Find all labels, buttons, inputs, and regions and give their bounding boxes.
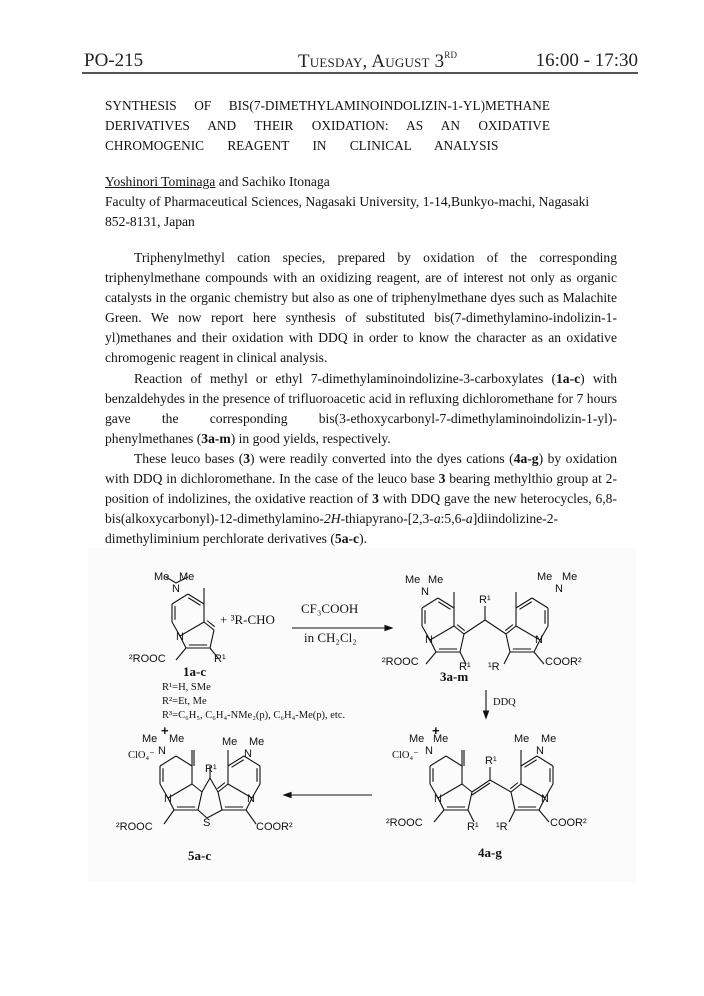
bond (506, 626, 516, 634)
r1-label: R¹ (214, 653, 226, 665)
arrow-2-reagent: DDQ (493, 697, 516, 708)
n-label: N (176, 631, 184, 643)
bond (246, 810, 256, 824)
compound-3-label: 3a-m (440, 669, 469, 684)
bond (511, 784, 521, 792)
bond (164, 810, 174, 824)
ester-left: ²ROOC (386, 817, 423, 829)
italic-run: a (465, 511, 473, 527)
compound-5-label: 5a-c (188, 848, 212, 863)
s-label: S (203, 817, 211, 829)
paragraph-2 (105, 369, 617, 449)
me-label: Me (541, 733, 557, 745)
session-time: 16:00 - 17:30 (535, 50, 638, 71)
bond (462, 784, 472, 792)
bond (520, 602, 532, 610)
abstract-body (105, 248, 617, 549)
n-label: N (421, 586, 429, 598)
bond (430, 756, 446, 766)
affiliation: Faculty of Pharmaceutical Sciences, Nagasaki University, 1-14,Bunkyo-machi, Nagasaki 852-8131, Japan (105, 194, 590, 229)
n-label: N (425, 634, 433, 646)
ester-left: ²ROOC (116, 821, 153, 833)
definition-r3: R³=C₆H₅, C₆H₄-NMe₂(p), C₆H₄-Me(p), etc. (162, 710, 346, 721)
counterion: ClO₄⁻ (128, 750, 155, 761)
scheme-svg (88, 548, 636, 882)
bond (525, 760, 537, 768)
bond (172, 594, 188, 604)
compound-1-label: 1a-c (183, 664, 207, 679)
paragraph-3 (105, 449, 617, 549)
n-label: N (244, 748, 252, 760)
aldehyde-reagent: + ³R-CHO (220, 612, 275, 627)
bond (539, 810, 549, 822)
me-label: Me (222, 736, 238, 748)
r1-label: ¹R (496, 821, 508, 833)
ester-left: ²ROOC (382, 656, 419, 668)
bond (202, 778, 210, 792)
coauthor: Sachiko Itonaga (241, 174, 330, 189)
n-label: N (172, 583, 180, 595)
text-run: ) in good yields, respectively. (230, 430, 391, 446)
bond (426, 652, 436, 664)
bond (534, 652, 544, 664)
plus-charge: + (161, 723, 169, 738)
text-run: with DDQ gave the new heterocycles, 6,8-bis(alkoxycarbonyl)-12-dimethylamino- (105, 491, 618, 527)
r1-label: R¹ (485, 755, 497, 767)
bond (506, 634, 510, 652)
title-line: DERIVATIVES AND THEIR OXIDATION: AS AN OXIDATIVE (105, 118, 550, 133)
bond (472, 783, 490, 795)
author-block (105, 172, 617, 232)
me-label: Me (514, 733, 530, 745)
me-label: Me (179, 571, 195, 583)
title-line: SYNTHESIS OF BIS(7-DIMETHYLAMINOINDOLIZIN-1-YL)METHANE (105, 98, 550, 113)
bond (490, 780, 511, 792)
paper-title (105, 96, 550, 156)
definition-r2: R²=Et, Me (162, 696, 207, 707)
compound-ref: 3 (243, 450, 251, 466)
r1-label: R¹ (479, 594, 491, 606)
bond (504, 652, 510, 664)
r1-label: R¹ (467, 821, 479, 833)
reaction-arrow-3-head (284, 793, 291, 798)
compound-ref: 1a-c (555, 370, 581, 386)
compound-ref: 3 (438, 471, 446, 487)
reaction-arrow-2-head (484, 711, 489, 718)
bond (434, 810, 444, 822)
bond (537, 756, 553, 766)
definition-r1: R¹=H, SMe (162, 682, 211, 693)
bond (532, 598, 548, 608)
bond (210, 630, 214, 648)
bond (446, 756, 462, 766)
n-label: N (425, 745, 433, 757)
bond (509, 810, 515, 822)
text-run: bearing methylthio group at 2-position of indolizines, the oxidative reaction of (105, 471, 617, 507)
me-label: Me (433, 733, 449, 745)
bond (454, 626, 464, 634)
author-names (105, 172, 617, 192)
bond (176, 648, 186, 660)
compound-ref: 3a-m (201, 430, 231, 446)
paragraph-1: Triphenylmethyl cation species, prepared by oxidation of the corresponding triphenylmethane compounds with an oxidizing reagent, are of interest not only as organic catalysts in the organic chemistry but also as one of triphenylmethane dyes such as Malachite Green. We now report here synthesis of substituted bis(7-dimethylamino-indolizin-1-yl)methanes and their oxidation with DDQ in order to know the character as an oxidative chromogenic reagent in clinical analysis. (105, 250, 617, 366)
compound-ref: 4a-g (513, 450, 539, 466)
n-label: N (536, 745, 544, 757)
text-run: ) with benzaldehydes in the presence of trifluoroacetic acid in refluxing dichloromethane for 7 hours gave the corresponding bis(3-ethoxycarbonyl-7-dimethylaminoindolizin-1-yl)-phenylmethanes ( (105, 370, 618, 446)
me-label: Me (154, 571, 170, 583)
r1-label: R¹ (205, 763, 217, 775)
bond (188, 598, 200, 606)
reaction-arrow-1-head (385, 626, 392, 631)
bond (472, 780, 490, 792)
n-label: N (555, 583, 563, 595)
author-conjunction: and (215, 174, 242, 189)
ester-right: COOR² (545, 656, 582, 668)
arrow-1-solvent: in CH₂Cl₂ (304, 630, 357, 645)
bond (468, 792, 472, 810)
r1-label: ¹R (488, 661, 500, 673)
italic-run: a (433, 511, 441, 527)
me-label: Me (409, 733, 425, 745)
me-label: Me (405, 574, 421, 586)
plus-charge: + (432, 723, 440, 738)
italic-run: 2H (323, 511, 341, 527)
me-label: Me (562, 571, 578, 583)
bond (192, 784, 202, 792)
me-label: Me (428, 574, 444, 586)
text-run: ). (359, 531, 367, 547)
bond (485, 620, 506, 634)
bond (204, 622, 214, 630)
header-rule (82, 72, 638, 74)
arrow-1-reagent: CF₃COOH (301, 601, 359, 616)
bond (210, 778, 218, 792)
bond (464, 620, 485, 634)
title-line: CHROMOGENIC REAGENT IN CLINICAL ANALYSIS (105, 138, 499, 153)
presenting-author: Yoshinori Tominaga (105, 174, 216, 189)
date-suffix: RD (444, 50, 458, 60)
text-run: :5,6- (440, 511, 466, 527)
n-label: N (158, 745, 166, 757)
bond (160, 756, 176, 766)
text-run: -thiapyrano-[2,3- (340, 511, 434, 527)
bond (218, 792, 222, 810)
me-label: Me (537, 571, 553, 583)
me-label: Me (142, 733, 158, 745)
bond (511, 792, 515, 810)
me-label: Me (169, 733, 185, 745)
me-label: Me (249, 736, 265, 748)
n-label: N (164, 793, 172, 805)
session-code: PO-215 (84, 50, 144, 71)
reaction-scheme (88, 548, 636, 882)
n-label: N (541, 793, 549, 805)
text-run: ) by oxidation with DDQ in dichloromethane. In the case of the leuco base (105, 450, 617, 487)
date-label: Tuesday, August 3 (298, 51, 445, 72)
compound-ref: 3 (372, 491, 379, 507)
r1-label: R¹ (459, 661, 471, 673)
text-run: Reaction of methyl or ethyl 7-dimethylaminoindolizine-3-carboxylates ( (134, 370, 556, 386)
text-run: ]diindolizine-2-dimethyliminium perchlorate derivatives ( (105, 511, 559, 547)
bond (460, 634, 464, 652)
text-run: These leuco bases ( (134, 450, 244, 466)
bond (422, 598, 438, 608)
compound-ref: 5a-c (334, 531, 360, 547)
session-date (298, 50, 457, 73)
ester-left: ²ROOC (129, 653, 166, 665)
bond (232, 760, 244, 768)
counterion: ClO₄⁻ (392, 750, 419, 761)
bond (176, 756, 192, 766)
n-label: N (434, 793, 442, 805)
text-run: ) were readily converted into the dyes cations ( (250, 450, 514, 466)
n-label: N (535, 634, 543, 646)
bond (438, 602, 450, 610)
ester-right: COOR² (256, 821, 293, 833)
compound-4-label: 4a-g (478, 845, 502, 860)
bond (218, 784, 228, 792)
ester-right: COOR² (550, 817, 587, 829)
bond (198, 792, 202, 810)
n-label: N (247, 793, 255, 805)
bond (430, 626, 454, 640)
